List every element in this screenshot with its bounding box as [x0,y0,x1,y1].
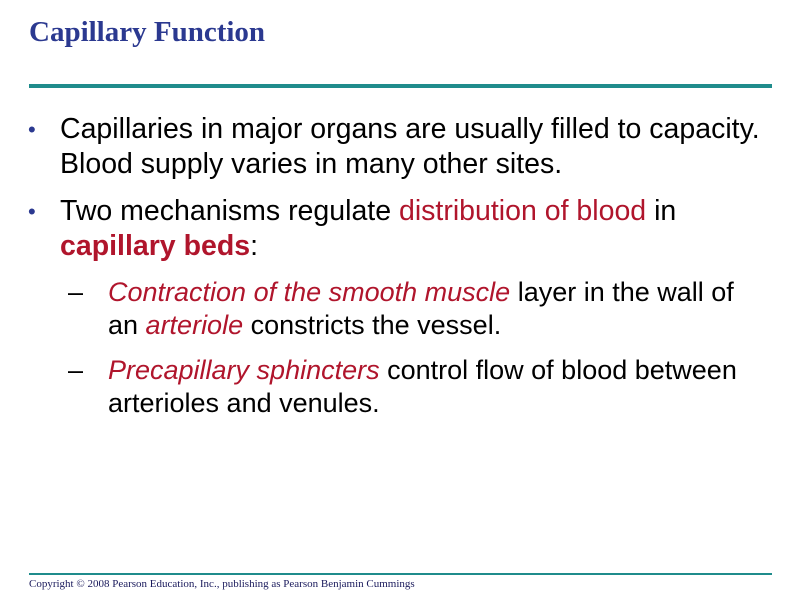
sub-text-mid: layer in the wall of an [108,277,734,340]
copyright-footer: Copyright © 2008 Pearson Education, Inc., publishing as Pearson Benjamin Cummings [29,578,415,590]
bullet-item [28,194,760,264]
footer-divider [29,573,772,575]
bullet-text-pre: Two mechanisms regulate [60,195,399,227]
sub-text-post: control flow of blood between arterioles and venules. [108,355,737,418]
bullet-dot-icon: • [28,199,36,224]
highlight-contraction: Contraction of the smooth muscle [108,277,511,307]
highlight-capillary-beds: capillary beds [60,230,251,262]
highlight-precapillary-sphincters: Precapillary sphincters [108,355,380,385]
slide-title: Capillary Function [29,16,266,48]
sub-bullet-item [68,354,758,420]
bullet-dot-icon: • [28,117,36,142]
slide-content [0,112,800,432]
dash-icon: – [68,277,84,307]
bullet-text-post: : [250,230,259,262]
title-divider [29,84,772,88]
bullet-text: Capillaries in major organs are usually filled to capacity. Blood supply varies in many other sites. [60,113,760,180]
dash-icon: – [68,355,84,385]
bullet-item [28,112,760,182]
sub-text-post: constricts the vessel. [243,310,502,340]
highlight-arteriole: arteriole [145,310,244,340]
sub-bullet-item [68,276,758,342]
bullet-text-mid: in [646,195,677,227]
highlight-distribution-of-blood: distribution of blood [398,195,647,227]
